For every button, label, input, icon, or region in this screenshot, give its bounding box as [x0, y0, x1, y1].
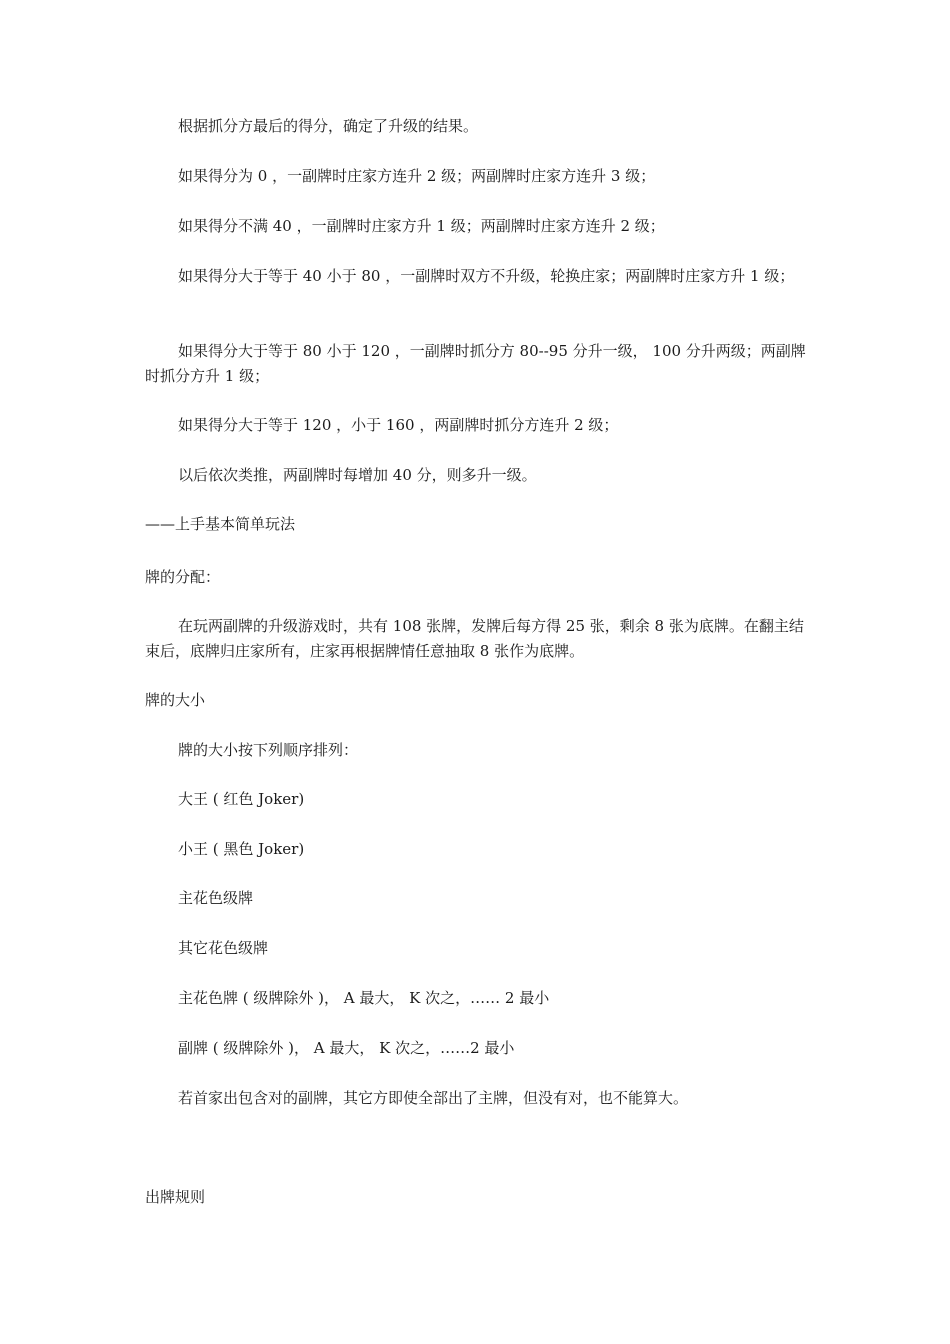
list-item-other-suit-level-card: 其它花色级牌: [178, 939, 269, 957]
paragraph-score-under-40: 如果得分不满 40 ，一副牌时庄家方升 1 级；两副牌时庄家方连升 2 级；: [178, 217, 665, 235]
paragraph-pair-rule: 若首家出包含对的副牌，其它方即使全部出了主牌，但没有对，也不能算大。: [178, 1089, 689, 1107]
paragraph-every-40: 以后依次类推，两副牌时每增加 40 分，则多升一级。: [178, 466, 537, 484]
section-heading-basic-play: ——上手基本简单玩法: [145, 515, 296, 533]
list-item-big-joker: 大王 ( 红色 Joker): [178, 790, 305, 808]
paragraph-score-40-80: 如果得分大于等于 40 小于 80 ，一副牌时双方不升级，轮换庄家；两副牌时庄家方升 1 级；: [178, 267, 795, 285]
section-heading-card-distribution: 牌的分配：: [145, 568, 221, 586]
list-item-trump-suit-cards: 主花色牌 ( 级牌除外 )， A 最大， K 次之，…… 2 最小: [178, 989, 550, 1007]
paragraph-score-80-120: 如果得分大于等于 80 小于 120 ，一副牌时抓分方 80--95 分升一级， 100 分升两级；两副牌时抓分方升 1 级；: [145, 342, 806, 385]
paragraph-card-distribution: 在玩两副牌的升级游戏时，共有 108 张牌，发牌后每方得 25 张，剩余 8 张为底牌。在翻主结束后，底牌归庄家所有，庄家再根据牌情任意抽取 8 张作为底牌。: [145, 617, 804, 660]
paragraph-score-120-160: 如果得分大于等于 120 ，小于 160 ，两副牌时抓分方连升 2 级；: [178, 416, 619, 434]
section-heading-card-rank: 牌的大小: [145, 691, 206, 709]
paragraph-rank-order-intro: 牌的大小按下列顺序排列：: [178, 741, 359, 759]
list-item-side-cards: 副牌 ( 级牌除外 )， A 最大， K 次之，……2 最小: [178, 1039, 515, 1057]
paragraph-upgrade-result: 根据抓分方最后的得分，确定了升级的结果。: [178, 117, 479, 135]
list-item-small-joker: 小王 ( 黑色 Joker): [178, 840, 305, 858]
section-heading-play-rules: 出牌规则: [145, 1188, 206, 1206]
paragraph-score-zero: 如果得分为 0 ，一副牌时庄家方连升 2 级；两副牌时庄家方连升 3 级；: [178, 167, 656, 185]
list-item-trump-suit-level-card: 主花色级牌: [178, 889, 254, 907]
